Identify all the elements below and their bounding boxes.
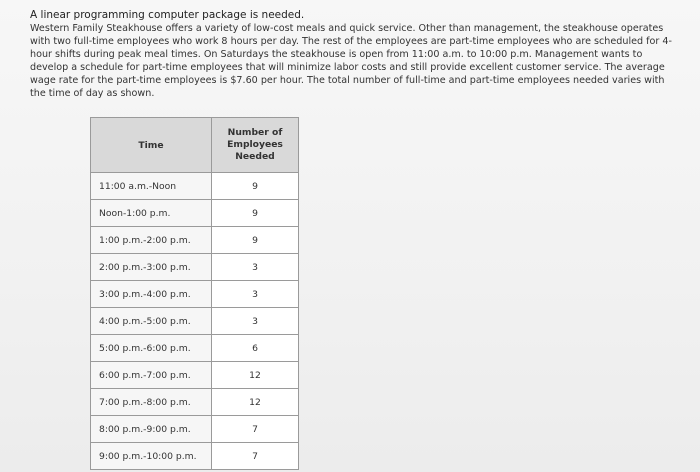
time-cell: 5:00 p.m.-6:00 p.m.	[91, 335, 212, 362]
employees-needed-cell: 3	[212, 281, 299, 308]
table-row	[91, 362, 299, 389]
employees-needed-cell: 6	[212, 335, 299, 362]
table-row	[91, 335, 299, 362]
time-cell: 2:00 p.m.-3:00 p.m.	[91, 254, 212, 281]
time-cell: Noon-1:00 p.m.	[91, 200, 212, 227]
time-cell: 1:00 p.m.-2:00 p.m.	[91, 227, 212, 254]
table-body	[91, 173, 299, 470]
time-cell: 8:00 p.m.-9:00 p.m.	[91, 416, 212, 443]
employees-needed-cell: 9	[212, 227, 299, 254]
table-row	[91, 200, 299, 227]
table-header-row	[91, 118, 299, 173]
table-row	[91, 254, 299, 281]
problem-description: Western Family Steakhouse offers a variety of low-cost meals and quick service. Other than management, the steakhouse operates with two full-time employees who work 8 hours per day. The rest of the employees are part-time employees who are scheduled for 4-hour shifts during peak meal times. On Saturdays the steakhouse is open from 11:00 a.m. to 10:00 p.m. Management wants to develop a schedule for part-time employees that will minimize labor costs and still provide excellent customer service. The average wage rate for the part-time employees is $7.60 per hour. The total number of full-time and part-time employees needed varies with the time of day as shown.	[30, 23, 672, 99]
employees-needed-cell: 9	[212, 200, 299, 227]
table-row	[91, 308, 299, 335]
table-row	[91, 173, 299, 200]
time-cell: 4:00 p.m.-5:00 p.m.	[91, 308, 212, 335]
employees-needed-cell: 9	[212, 173, 299, 200]
employees-needed-cell: 3	[212, 254, 299, 281]
employees-needed-cell: 7	[212, 416, 299, 443]
table-row	[91, 443, 299, 470]
column-header-employees-needed: Number of Employees Needed	[212, 118, 299, 173]
employees-needed-cell: 12	[212, 389, 299, 416]
problem-heading: A linear programming computer package is needed.	[30, 9, 305, 21]
time-cell: 7:00 p.m.-8:00 p.m.	[91, 389, 212, 416]
table-row	[91, 227, 299, 254]
table-row	[91, 389, 299, 416]
table-row	[91, 416, 299, 443]
time-cell: 11:00 a.m.-Noon	[91, 173, 212, 200]
employees-needed-cell: 3	[212, 308, 299, 335]
time-cell: 9:00 p.m.-10:00 p.m.	[91, 443, 212, 470]
table-row	[91, 281, 299, 308]
time-cell: 3:00 p.m.-4:00 p.m.	[91, 281, 212, 308]
time-cell: 6:00 p.m.-7:00 p.m.	[91, 362, 212, 389]
employees-needed-table	[90, 117, 299, 470]
column-header-time: Time	[91, 118, 212, 173]
employees-needed-cell: 7	[212, 443, 299, 470]
employees-needed-cell: 12	[212, 362, 299, 389]
